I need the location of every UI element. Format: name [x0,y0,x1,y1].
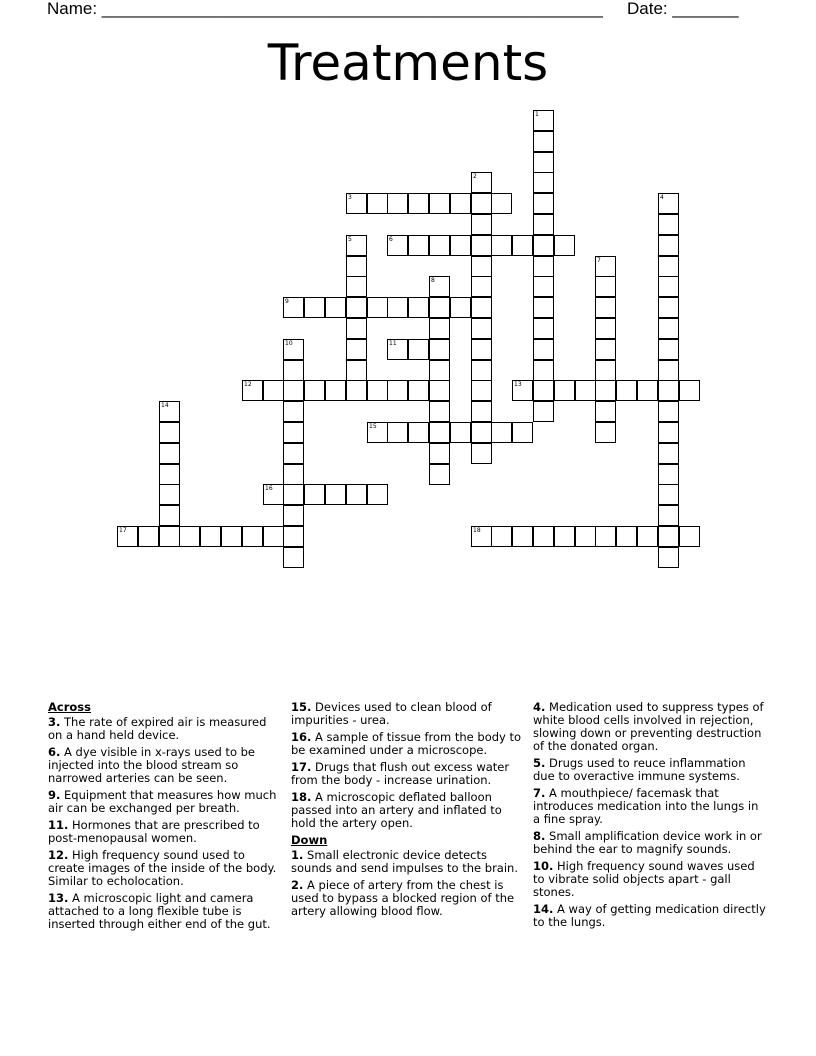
clue-number: 12 [244,381,252,388]
clue-number-label: 5. [533,756,546,770]
grid-cell[interactable] [429,297,450,318]
grid-cell[interactable] [658,297,679,318]
down-clue [533,787,768,826]
grid-cell[interactable] [429,464,450,485]
grid-cell[interactable] [283,526,304,547]
grid-cell[interactable] [554,380,575,401]
grid-cell[interactable] [471,443,492,464]
grid-cell[interactable] [263,526,284,547]
grid-cell[interactable] [471,235,492,256]
grid-cell[interactable] [471,360,492,381]
grid-cell[interactable] [471,276,492,297]
clue-number: 16 [265,485,273,492]
clue-number: 9 [285,298,289,305]
grid-cell[interactable] [658,256,679,277]
grid-cell[interactable] [595,380,616,401]
clue-number-label: 17. [291,760,312,774]
grid-cell[interactable] [283,484,304,505]
grid-cell[interactable] [658,422,679,443]
grid-cell[interactable] [346,484,367,505]
clue-number-label: 12. [48,848,69,862]
grid-cell[interactable] [658,380,679,401]
grid-cell[interactable] [346,256,367,277]
clue-number-label: 4. [533,700,546,714]
grid-cell[interactable] [159,505,180,526]
clues-column-3 [533,701,768,933]
clue-text: Equipment that measures how much air can be exchanged per breath. [48,788,277,815]
grid-cell[interactable] [408,339,429,360]
clue-text: High frequency sound used to create images of the inside of the body. Similar to echolocation. [48,848,277,888]
grid-cell[interactable] [283,505,304,526]
grid-cell[interactable] [575,526,596,547]
grid-cell[interactable] [408,380,429,401]
grid-cell[interactable] [408,297,429,318]
grid-cell[interactable] [429,318,450,339]
grid-cell[interactable] [658,318,679,339]
grid-cell[interactable] [221,526,242,547]
clue-number: 5 [348,236,352,243]
clue-text: Medication used to suppress types of white blood cells involved in rejection, slowing down or preventing destruction of the donated organ. [533,700,764,753]
across-clue [291,731,526,757]
across-clue [48,849,283,888]
grid-cell[interactable] [304,484,325,505]
grid-cell[interactable] [533,193,554,214]
clue-text: A dye visible in x-rays used to be injected into the blood stream so narrowed arteries can be seen. [48,745,256,785]
clue-number: 14 [161,402,169,409]
grid-cell[interactable] [616,526,637,547]
grid-cell[interactable] [491,422,512,443]
name-line: Name: _____________________________________________________ [47,0,603,18]
clue-number: 4 [660,194,664,201]
grid-cell[interactable] [471,422,492,443]
grid-cell[interactable] [138,526,159,547]
clue-text: High frequency sound waves used to vibrate solid objects apart - gall stones. [533,859,755,899]
grid-cell[interactable] [471,214,492,235]
clue-number-label: 16. [291,730,312,744]
page-title: Treatments [267,34,549,92]
grid-cell[interactable] [159,401,180,422]
clue-number: 15 [369,423,377,430]
grid-cell[interactable] [658,276,679,297]
clue-number: 7 [597,257,601,264]
grid-cell[interactable] [658,484,679,505]
down-clue [533,830,768,856]
grid-cell[interactable] [533,172,554,193]
grid-cell[interactable] [533,380,554,401]
grid-cell[interactable] [283,443,304,464]
down-heading: Down [291,833,328,847]
clue-text: Hormones that are prescribed to post-menopausal women. [48,818,260,845]
grid-cell[interactable] [346,297,367,318]
grid-cell[interactable] [159,443,180,464]
clue-number-label: 9. [48,788,61,802]
grid-cell[interactable] [595,276,616,297]
grid-cell[interactable] [471,526,492,547]
grid-cell[interactable] [679,526,700,547]
clue-number-label: 18. [291,790,312,804]
grid-cell[interactable] [117,526,138,547]
clue-number-label: 13. [48,891,69,905]
grid-cell[interactable] [325,380,346,401]
grid-cell[interactable] [408,422,429,443]
grid-cell[interactable] [533,256,554,277]
grid-cell[interactable] [283,380,304,401]
across-clue [48,716,283,742]
grid-cell[interactable] [512,526,533,547]
grid-cell[interactable] [491,235,512,256]
grid-cell[interactable] [512,422,533,443]
grid-cell[interactable] [658,339,679,360]
grid-cell[interactable] [325,484,346,505]
grid-cell[interactable] [533,276,554,297]
grid-cell[interactable] [658,505,679,526]
grid-cell[interactable] [367,193,388,214]
grid-cell[interactable] [595,360,616,381]
across-clue [48,892,283,931]
grid-cell[interactable] [533,297,554,318]
grid-cell[interactable] [159,464,180,485]
grid-cell[interactable] [346,276,367,297]
grid-cell[interactable] [595,256,616,277]
grid-cell[interactable] [429,380,450,401]
grid-cell[interactable] [346,235,367,256]
grid-cell[interactable] [595,297,616,318]
clue-number-label: 8. [533,829,546,843]
grid-cell[interactable] [471,193,492,214]
grid-cell[interactable] [637,380,658,401]
grid-cell[interactable] [595,526,616,547]
grid-cell[interactable] [429,339,450,360]
grid-cell[interactable] [471,318,492,339]
grid-cell[interactable] [263,380,284,401]
clue-number-label: 10. [533,859,554,873]
clue-number-label: 1. [291,848,304,862]
clue-text: A sample of tissue from the body to be examined under a microscope. [291,730,522,757]
down-clue [533,757,768,783]
grid-cell[interactable] [450,235,471,256]
clue-number: 17 [119,527,127,534]
clue-number-label: 11. [48,818,69,832]
grid-cell[interactable] [595,401,616,422]
down-clue [533,860,768,899]
clue-number: 6 [389,236,393,243]
grid-cell[interactable] [471,339,492,360]
grid-cell[interactable] [159,422,180,443]
grid-cell[interactable] [346,193,367,214]
grid-cell[interactable] [387,339,408,360]
clue-text: Drugs that flush out excess water from the body - increase urination. [291,760,510,787]
clue-text: Small electronic device detects sounds and send impulses to the brain. [291,848,518,875]
grid-cell[interactable] [179,526,200,547]
clue-number-label: 2. [291,878,304,892]
grid-cell[interactable] [283,401,304,422]
clues-column-2 [291,701,526,922]
grid-cell[interactable] [283,464,304,485]
clue-number-label: 6. [48,745,61,759]
grid-cell[interactable] [658,547,679,568]
clue-text: The rate of expired air is measured on a hand held device. [48,715,267,742]
clue-text: A piece of artery from the chest is used to bypass a blocked region of the artery allowing blood flow. [291,878,515,918]
grid-cell[interactable] [533,318,554,339]
across-clue [291,761,526,787]
across-heading: Across [48,700,91,714]
grid-cell[interactable] [533,526,554,547]
grid-cell[interactable] [491,193,512,214]
grid-cell[interactable] [595,339,616,360]
grid-cell[interactable] [471,256,492,277]
across-clue [48,746,283,785]
grid-cell[interactable] [533,339,554,360]
grid-cell[interactable] [283,360,304,381]
grid-cell[interactable] [387,235,408,256]
clue-text: Devices used to clean blood of impurities - urea. [291,700,492,727]
grid-cell[interactable] [554,526,575,547]
grid-cell[interactable] [450,297,471,318]
clue-number: 8 [431,277,435,284]
clue-number: 18 [473,527,481,534]
grid-cell[interactable] [533,152,554,173]
clue-number-label: 15. [291,700,312,714]
grid-cell[interactable] [533,360,554,381]
grid-cell[interactable] [304,297,325,318]
grid-cell[interactable] [159,484,180,505]
down-clue [533,903,768,929]
grid-cell[interactable] [242,526,263,547]
grid-cell[interactable] [575,380,596,401]
across-clue [291,791,526,830]
grid-cell[interactable] [367,297,388,318]
date-line: Date: _______ [627,0,739,18]
grid-cell[interactable] [408,193,429,214]
down-clue [291,849,526,875]
grid-cell[interactable] [533,235,554,256]
grid-cell[interactable] [346,360,367,381]
across-clue [48,819,283,845]
clue-number: 13 [514,381,522,388]
grid-cell[interactable] [367,380,388,401]
grid-cell[interactable] [200,526,221,547]
clue-text: A microscopic deflated balloon passed into an artery and inflated to hold the artery open. [291,790,502,830]
down-clue [291,879,526,918]
grid-cell[interactable] [387,297,408,318]
grid-cell[interactable] [283,422,304,443]
grid-cell[interactable] [616,380,637,401]
grid-cell[interactable] [387,193,408,214]
grid-cell[interactable] [471,380,492,401]
grid-cell[interactable] [471,297,492,318]
grid-cell[interactable] [658,360,679,381]
clue-text: A mouthpiece/ facemask that introduces medication into the lungs in a fine spray. [533,786,759,826]
grid-cell[interactable] [512,235,533,256]
clue-text: Small amplification device work in or behind the ear to magnify sounds. [533,829,762,856]
grid-cell[interactable] [242,380,263,401]
grid-cell[interactable] [658,214,679,235]
clue-number: 11 [389,340,397,347]
grid-cell[interactable] [346,318,367,339]
clue-text: A microscopic light and camera attached to a long flexible tube is inserted through either end of the gut. [48,891,271,931]
grid-cell[interactable] [595,422,616,443]
grid-cell[interactable] [367,422,388,443]
grid-cell[interactable] [283,547,304,568]
clue-number: 3 [348,194,352,201]
across-clue [48,789,283,815]
clue-number: 2 [473,173,477,180]
grid-cell[interactable] [658,193,679,214]
grid-cell[interactable] [471,172,492,193]
grid-cell[interactable] [387,422,408,443]
grid-cell[interactable] [304,380,325,401]
grid-cell[interactable] [429,360,450,381]
grid-cell[interactable] [471,401,492,422]
grid-cell[interactable] [450,193,471,214]
clue-text: A way of getting medication directly to the lungs. [533,902,766,929]
clue-number-label: 3. [48,715,61,729]
grid-cell[interactable] [658,235,679,256]
grid-cell[interactable] [491,526,512,547]
grid-cell[interactable] [429,235,450,256]
grid-cell[interactable] [408,235,429,256]
across-clue [291,701,526,727]
grid-cell[interactable] [533,110,554,131]
grid-cell[interactable] [658,464,679,485]
grid-cell[interactable] [450,422,471,443]
grid-cell[interactable] [429,401,450,422]
clue-number-label: 7. [533,786,546,800]
grid-cell[interactable] [658,526,679,547]
grid-cell[interactable] [429,443,450,464]
grid-cell[interactable] [283,297,304,318]
clues-column-1 [48,701,283,935]
grid-cell[interactable] [512,380,533,401]
grid-cell[interactable] [637,526,658,547]
clue-number: 10 [285,340,293,347]
grid-cell[interactable] [429,193,450,214]
grid-cell[interactable] [387,380,408,401]
grid-cell[interactable] [263,484,284,505]
grid-cell[interactable] [533,214,554,235]
grid-cell[interactable] [346,339,367,360]
grid-cell[interactable] [346,380,367,401]
grid-cell[interactable] [325,297,346,318]
clue-text: Drugs used to reuce inflammation due to overactive immune systems. [533,756,746,783]
clue-number-label: 14. [533,902,554,916]
grid-cell[interactable] [533,401,554,422]
grid-cell[interactable] [159,526,180,547]
grid-cell[interactable] [429,276,450,297]
grid-cell[interactable] [554,235,575,256]
grid-cell[interactable] [595,318,616,339]
down-clue [533,701,768,753]
grid-cell[interactable] [533,131,554,152]
grid-cell[interactable] [367,484,388,505]
grid-cell[interactable] [658,443,679,464]
grid-cell[interactable] [429,422,450,443]
grid-cell[interactable] [679,380,700,401]
clue-number: 1 [535,111,539,118]
grid-cell[interactable] [658,401,679,422]
grid-cell[interactable] [283,339,304,360]
